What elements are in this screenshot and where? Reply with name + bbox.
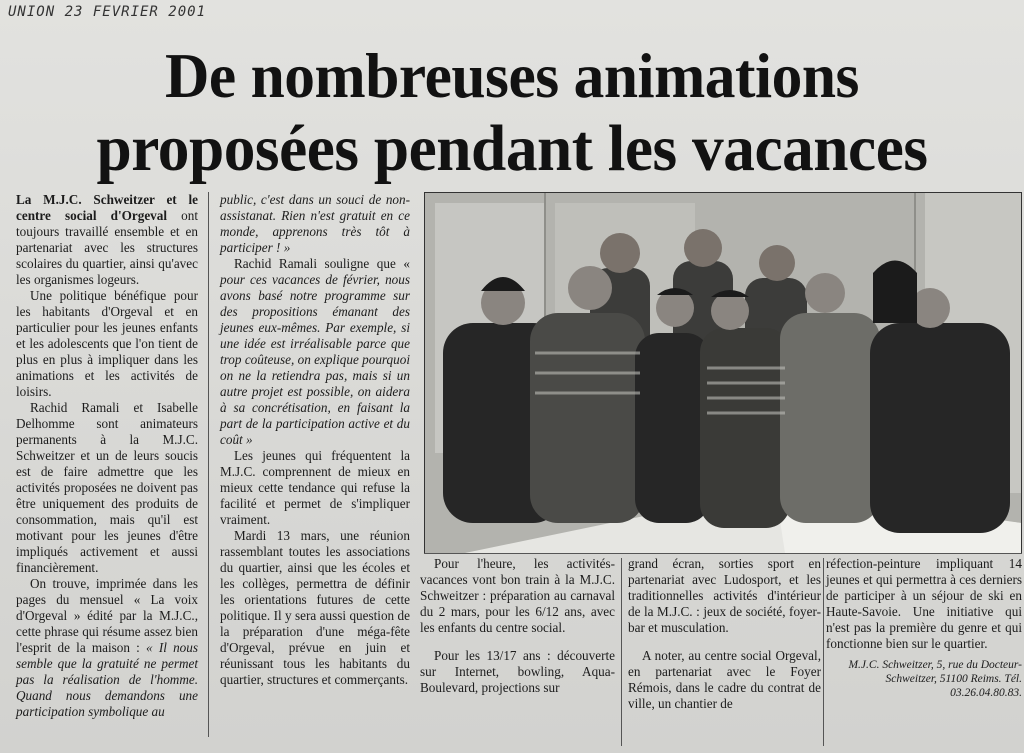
lead-paragraph [16, 192, 198, 288]
quote-text: public, c'est dans un souci de non-assistanat. Rien n'est gratuit en ce monde, apprenons très tôt à participer ! » [220, 192, 410, 255]
paragraph: A noter, au centre social Orgeval, en partenariat avec le Foyer Rémois, dans le cadre du contrat de ville, un chantier de [628, 648, 821, 711]
article-column-1 [16, 192, 198, 720]
article-column-4 [628, 556, 821, 712]
headline-line-2: proposées pendant les vacances [96, 112, 928, 185]
paragraph: Mardi 13 mars, une réunion rassemblant toutes les associations du quartier, ainsi que les écoles et les collèges, permettra de définir les orientations futures de cette politique. Il y sera aussi question de la préparation d'une méga-fête d'Orgeval, prévue en juin et réunissant tous les habitants du quartier, structures et commerçants. [220, 528, 410, 687]
group-photo-icon [425, 193, 1021, 553]
group-photo [424, 192, 1022, 554]
column-divider [823, 558, 824, 746]
column-divider [208, 192, 209, 737]
paragraph: Une politique bénéfique pour les habitants d'Orgeval et en particulier pour les jeunes enfants et les adolescents que l'on tient de plus en plus à impliquer dans les animations et les activités de loisirs. [16, 288, 198, 399]
lead-bold: La M.J.C. Schweitzer et le centre social d'Orgeval [16, 192, 198, 223]
paragraph-text: Rachid Ramali souligne que « [234, 256, 410, 271]
paragraph: réfection-peinture impliquant 14 jeunes et qui permettra à ces derniers de participer à un séjour de ski en Haute-Savoie. Une initiative qui n'est pas la première du genre et qui fonctionne bien sur le quartier. [826, 556, 1022, 651]
paragraph-text: On trouve, imprimée dans les pages du mensuel « La voix d'Orgeval » édité par la M.J.C., cette phrase qui résume assez bien l'esprit de la maison : [16, 576, 198, 655]
paragraph: grand écran, sorties sport en partenariat avec Ludosport, et les traditionnelles activités d'intérieur de la M.J.C. : jeux de société, foyer-bar et musculation. [628, 556, 821, 635]
quote-text: « Il nous semble que la gratuité ne permet pas la réalisation de l'homme. Quand nous demandons une participation symbolique au [16, 640, 199, 719]
article-column-3 [420, 556, 615, 696]
paragraph: Pour l'heure, les activités-vacances vont bon train à la M.J.C. Schweitzer : préparation au carnaval du 2 mars, pour les 6/12 ans, avec les enfants du centre social. [420, 556, 615, 635]
contact-credit: M.J.C. Schweitzer, 5, rue du Docteur-Schweitzer, 51100 Reims. Tél. 03.26.04.80.83. [848, 659, 1022, 699]
paragraph [16, 576, 198, 720]
paragraph [220, 256, 410, 448]
article-column-5 [826, 556, 1022, 700]
lead-rest: ont toujours travaillé ensemble et en partenariat avec les structures scolaires du quartier, ainsi qu'avec les organismes logeurs. [16, 208, 198, 287]
quote-text: pour ces vacances de février, nous avons basé notre programme sur des propositions émanant des jeunes eux-mêmes. Par exemple, si une idée est irréalisable parce que trop coûteuse, on explique pourquoi on ne la retiendra pas, mais si un autre projet est possible, on aidera à sa concrétisation, en faisant la part de la participation active et du coût » [220, 272, 410, 447]
headline-line-1: De nombreuses animations [165, 40, 859, 111]
paragraph: Les jeunes qui fréquentent la M.J.C. comprennent de mieux en mieux cette tendance qui refuse la facilité et permet de s'impliquer vraiment. [220, 448, 410, 527]
paragraph: Rachid Ramali et Isabelle Delhomme sont animateurs permanents à la M.J.C. Schweitzer et un de leurs soucis est de faire admettre que les activités proposées ne doivent pas être uniquement des produits de consommation, mais qu'il est motivant pour les jeunes d'être impliqués activement et aussi financièrement. [16, 400, 198, 575]
dateline: UNION 23 FEVRIER 2001 [8, 4, 207, 20]
photo-bottom-rule [424, 553, 1022, 554]
article-column-2 [220, 192, 410, 688]
column-divider [621, 558, 622, 746]
paragraph: Pour les 13/17 ans : découverte sur Internet, bowling, Aqua-Boulevard, projections sur [420, 648, 615, 695]
